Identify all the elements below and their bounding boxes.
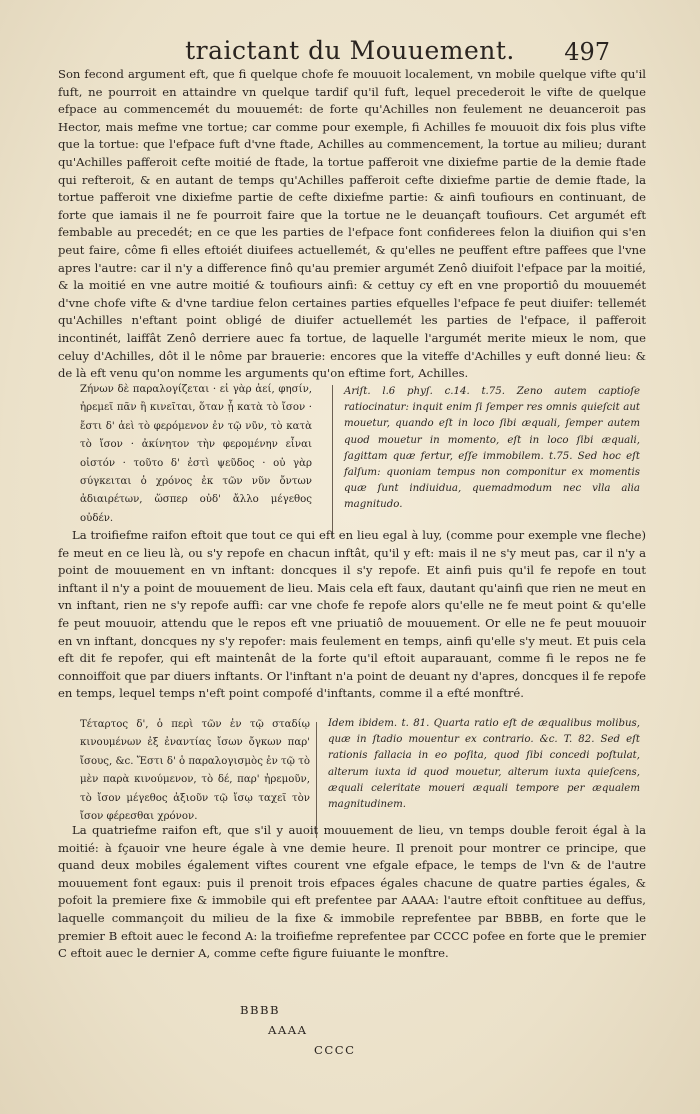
page-number: 497 [564,38,610,66]
figure-row-c: CCCC [314,1043,356,1057]
margin-divider [332,385,333,537]
paragraph-third-reason: La troifiefme raifon eftoit que tout ce qui eft en lieu egal à luy, (comme pour exemple vne fleche) fe meut en ce lieu là, ou s'y repofe en chacun inftât, qu'il y eft: mais il ne s'y meut pas, car il n'y a point de mouuement en vn inftant: doncques il s'y repofe. Et ainfi puis qu'il fe repofe en tout inftant il n'y a point de mouuement de lieu. Mais cela eft faux, dautant qu'ainfi que rien ne meut en vn inftant, rien ne s'y repofe auffi: car vne chofe fe repofe alors qu'elle ne fe meut point & qu'elle fe peut mouuoir, attendu que le repos eft vne priuatiô de mouuement. Or elle ne fe peut mouuoir en vn inftant, doncques ny s'y repofer: mais feulement en temps, ainfi qu'elle s'y meut. Et puis cela eft dit fe repofer, qui eft maintenât de la forte qu'il eftoit auparauant, comme fi le repos ne fe connoiffoit que par diuers inftants. Or l'inftant n'a point de deuant ny d'apres, doncques il fe repofe en temps, lequel temps n'eft point compofé d'inftants, comme il a efté monftré. [58,528,646,701]
marginal-note-aristotle-physics: Ariſt. l.6 phyſ. c.14. t.75. Zeno autem captioſe ratiocinatur: inquit enim ſi ſemper res omnis quieſcit aut mouetur, quando eſt in loco ſibi æquali, ſemper autem quod mouetur in momento, eſt in loco ſibi æquali, ſagittam quæ fertur, eſſe immobilem. t.75. Sed hoc eſt falſum: quoniam tempus non componitur ex momentis quæ ſunt indiuidua, quemadmodum nec vlla alia magnitudo. [344,386,640,511]
greek-quote-zeno-arrow: Ζήνων δὲ παραλογίζεται · εἰ γὰρ ἀεί, φησίν, ἠρεμεῖ πᾶν ἢ κινεῖται, ὅταν ᾖ κατὰ τὸ ἴσον · ἔστι δ' ἀεὶ τὸ φερόμενον ἐν τῷ νῦν, τὸ κατὰ τὸ ἴσον · ἀκίνητον τὴν φερομένην εἶναι οἰστόν · τοῦτο δ' ἐστὶ ψεῦδος · οὐ γὰρ σύγκειται ὁ χρόνος ἐκ τῶν νῦν ὄντων ἀδιαιρέτων, ὥσπερ οὐδ' ἄλλο μέγεθος οὐδέν. [80,384,312,524]
running-title: traictant du Mouuement. [185,36,515,65]
figure-row-b: BBBB [240,1003,281,1017]
margin-divider [316,722,317,838]
paragraph-second-argument: Son fecond argument eft, que fi quelque chofe fe mouuoit localement, vn mobile quelque vifte qu'il fuft, ne pourroit en attaindre vn quelque tardif qu'il fuft, lequel precederoit le vifte de quelque efpace au commencemét du mouuemét: de forte qu'Achilles non feulement ne deuanceroit pas Hector, mais mefme vne tortue; car comme pour exemple, fi Achilles fe mouuoit dix fois plus vifte que la tortue: que l'efpace fuft d'vne ftade, Achilles au commencement, la tortue au milieu; durant qu'Achilles pafferoit cefte moitié de ftade, la tortue pafferoit vne dixiefme partie de la demie ftade qui refteroit, & en autant de temps qu'Achilles pafferoit cefte dixiefme partie de demie ftade, la tortue pafferoit vne dixiefme partie de cefte dixiefme partie: & ainfi toufiours en continuant, de forte que iamais il ne fe pourroit faire que la tortue ne le deuançaft toufiours. Cet argumét eft fembable au precedét; en ce que les parties de l'efpace font confiderees felon la diuifion qui s'en peut faire, côme fi elles eftoiét diuifees actuellemét, & qu'elles ne peuffent eftre paffees que l'vne apres l'autre: car il n'y a difference finô qu'au premier argumét Zenô diuifoit l'efpace par la moitié, & la moitié en vne autre moitié & toufiours ainfi: & cettuy cy eft en vne proportiô du mouuemét d'vne chofe vifte & d'vne tardiue felon certaines parties efquelles l'efpace fe peut diuifer: tellemét qu'Achilles n'eftant point obligé de diuifer actuellemét les parties de l'efpace, il pafferoit incontinét, laiffât Zenô derriere auec fa tortue, de laquelle l'argumét merite mieux le nom, que celuy d'Achilles, dôt il le nôme par brauerie: encores que la viteffe d'Achilles y euft donné lieu: & de là eft venu qu'on nomme les arguments qu'on eftime fort, Achilles. [58,67,646,381]
greek-quote-stadium: Τέταρτος δ', ὁ περὶ τῶν ἐν τῷ σταδίῳ κινουμένων ἐξ ἐναντίας ἴσων ὄγκων παρ' ἴσους, &c. Ἔστι δ' ὁ παραλογισμὸς ἐν τῷ τὸ μὲν παρὰ κινούμενον, τὸ δέ, παρ' ἠρεμοῦν, τὸ ἴσον μέγεθος ἀξιοῦν τῷ ἴσῳ ταχεῖ τὸν ἴσον φέρεσθαι χρόνον. [80,719,310,823]
marginal-note-idem-ibidem: Idem ibidem. t. 81. Quarta ratio eſt de æqualibus molibus, quæ in ſtadio mouentur ex contrario. &c. T. 82. Sed eſt rationis fallacia in eo poſita, quod ſibi concedi poſtulat, alterum iuxta id quod mouetur, alterum iuxta quieſcens, æquali celeritate moueri æquali tempore per æqualem magnitudinem. [328,718,640,811]
figure-row-a: AAAA [268,1023,308,1037]
paragraph-fourth-reason: La quatriefme raifon eft, que s'il y auoit mouuement de lieu, vn temps double feroit égal à la moitié: à fçauoir vne heure égale à vne demie heure. Il prenoit pour montrer ce principe, que quand deux mobiles également viftes courent vne efgale efpace, le temps de l'vn & de l'autre mouuement font egaux: puis il prenoit trois efpaces égales chacune de quatre parties égales, & pofoit la premiere fixe & immobile qui eft prefentee par AAAA: l'autre eftoit conftituee au deffus, laquelle commançoit du milieu de la fixe & immobile reprefentee par BBBB, en forte que le premier B eftoit auec le fecond A: la troifiefme reprefentee par CCCC pofee en forte que le premier C eftoit auec le dernier A, comme cefte figure fuiuante le monftre. [58,823,646,961]
